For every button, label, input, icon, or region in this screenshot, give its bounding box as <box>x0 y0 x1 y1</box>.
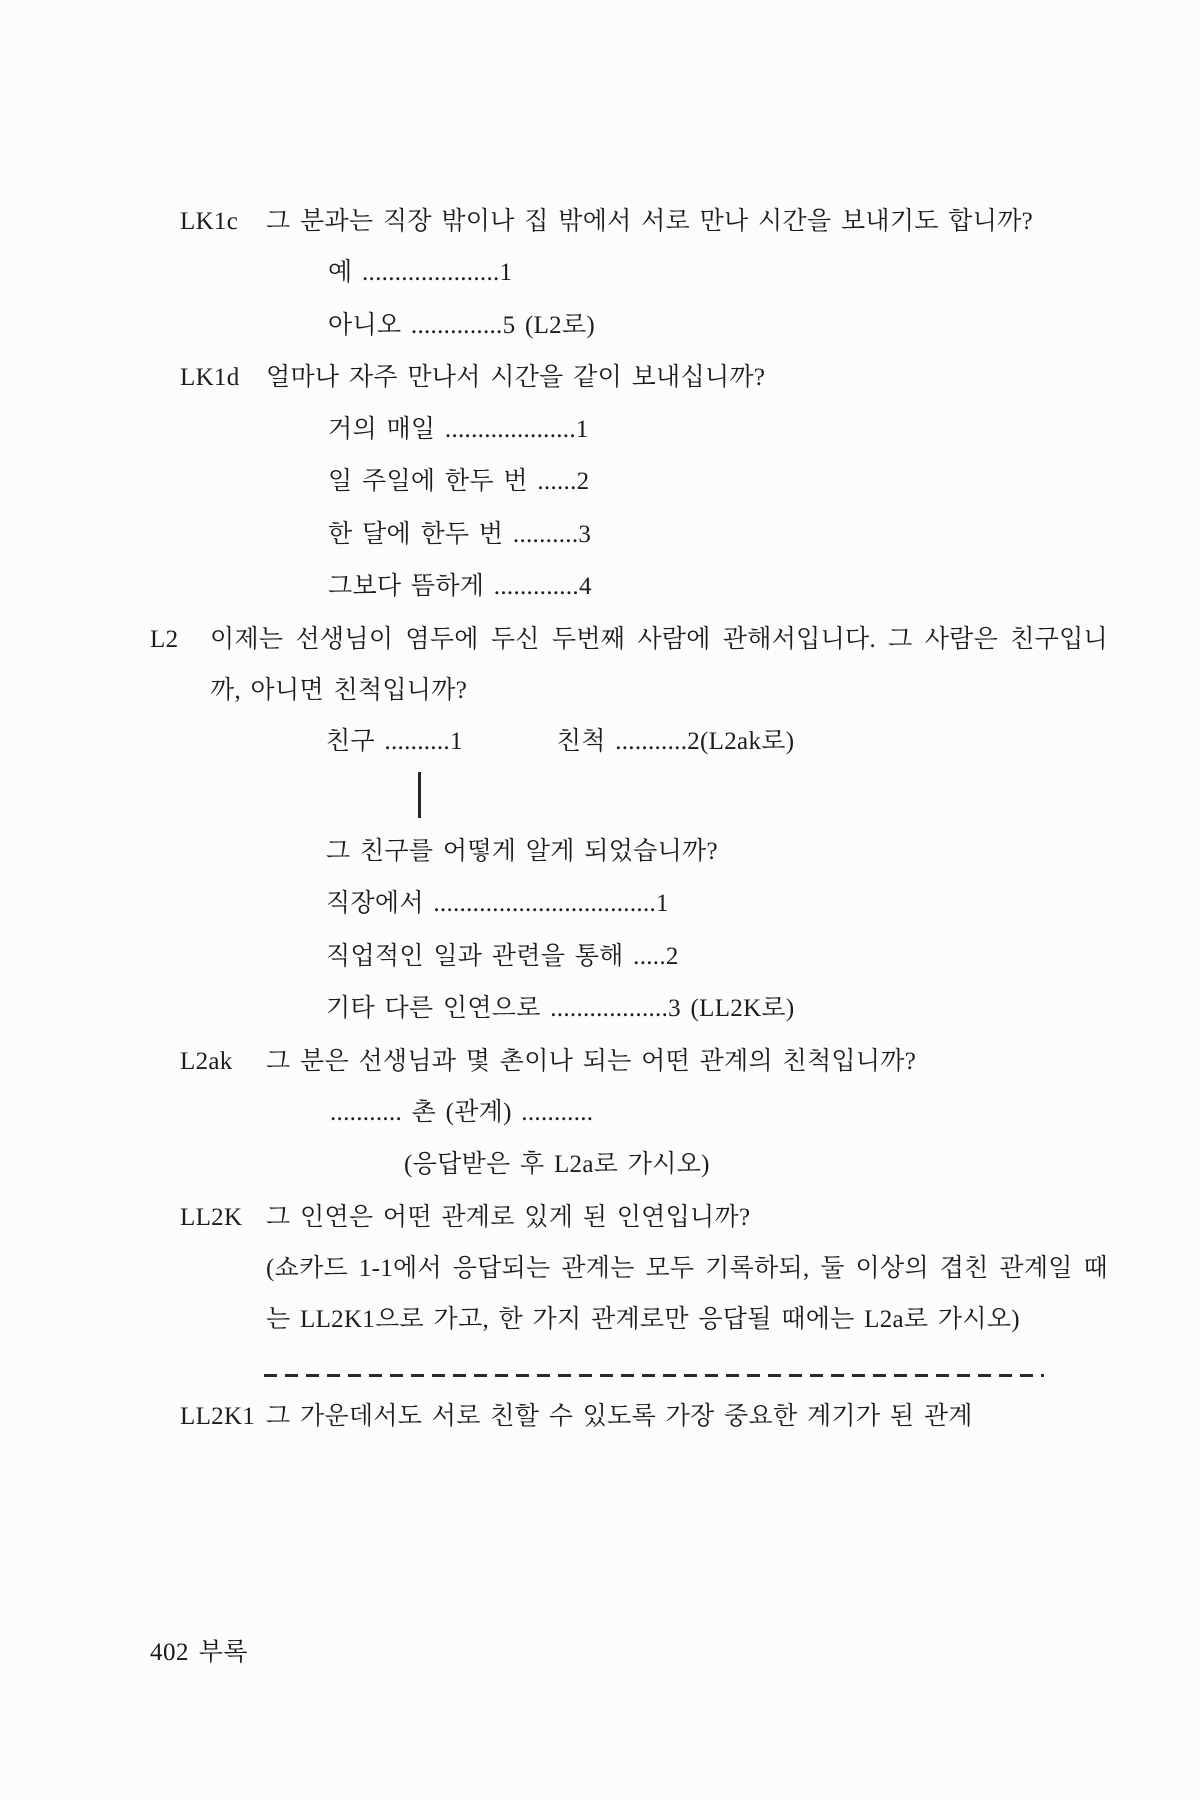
answer-option: 직업적인 일과 관련을 통해 .....2 <box>326 942 679 970</box>
question-row <box>180 1036 1108 1087</box>
answer-option: 거의 매일 ....................1 <box>328 415 589 443</box>
subquestion-text-l2: 그 친구를 어떻게 알게 되었습니까? <box>326 837 718 865</box>
question-text-lk1d: 얼마나 자주 만나서 시간을 같이 보내십니까? <box>266 364 766 392</box>
question-id-ll2k: LL2K <box>180 1203 243 1231</box>
question-row <box>180 1391 1108 1442</box>
question-text-ll2k: 그 인연은 어떤 관계로 있게 된 인연입니까? <box>266 1203 751 1231</box>
answer-option: 그보다 뜸하게 .............4 <box>328 573 592 600</box>
answer-option: 기타 다른 인연으로 ..................3 (LL2K로) <box>326 995 795 1022</box>
fill-in-blank-line: ........... 촌 (관계) ........... <box>330 1098 594 1126</box>
branch-answer-relative: 친척 ...........2(L2ak로) <box>556 728 795 755</box>
question-text-ll2k1: 그 가운데서도 서로 친할 수 있도록 가장 중요한 계기가 된 관계 <box>266 1402 973 1430</box>
branch-answers-l2 <box>326 716 1108 769</box>
question-block-lk1c <box>180 196 1108 352</box>
dashed-separator-line <box>264 1374 1044 1377</box>
answer-option: 직장에서 ..................................1 <box>326 890 669 917</box>
answer-option-no: 아니오 ..............5 (L2로) <box>328 311 596 339</box>
question-id-ll2k1: LL2K1 <box>180 1402 256 1430</box>
answer-options-lk1c <box>328 247 1108 352</box>
question-id-l2ak: L2ak <box>180 1047 233 1075</box>
question-text-lk1c: 그 분과는 직장 밖이나 집 밖에서 서로 만나 시간을 보내기도 합니까? <box>266 208 1034 235</box>
answer-options-lk1d <box>328 404 1108 614</box>
question-block-ll2k <box>180 1192 1108 1346</box>
question-row <box>180 196 1108 247</box>
answer-option: 한 달에 한두 번 ..........3 <box>328 520 592 548</box>
question-id-lk1c: LK1c <box>180 208 239 235</box>
question-row <box>180 352 1108 403</box>
question-id-lk1d: LK1d <box>180 364 240 392</box>
question-block-ll2k1 <box>180 1391 1108 1442</box>
answer-option: 일 주일에 한두 번 ......2 <box>328 468 590 495</box>
question-text-l2: 이제는 선생님이 염두에 두신 두번째 사람에 관해서입니다. 그 사람은 친구입니까, 아니면 친척입니까? <box>210 625 1108 704</box>
question-block-lk1d <box>180 352 1108 613</box>
question-text-column <box>266 1192 1108 1346</box>
question-id-l2: L2 <box>150 625 179 653</box>
interviewer-instruction-ll2k: (쇼카드 1-1에서 응답되는 관계는 모두 기록하되, 둘 이상의 겹친 관계일 때는 LL2K1으로 가고, 한 가지 관계로만 응답될 때에는 L2a로 가시오) <box>266 1255 1108 1334</box>
branch-connector-line <box>418 772 421 818</box>
goto-instruction-l2ak: (응답받은 후 L2a로 가시오) <box>404 1151 710 1179</box>
question-row <box>180 1192 1108 1346</box>
answer-options-l2 <box>326 878 1108 1036</box>
answer-option-yes: 예 .....................1 <box>328 259 513 287</box>
branch-answer-friend: 친구 ..........1 <box>326 728 463 755</box>
question-block-l2 <box>150 614 1108 1036</box>
question-text-l2ak: 그 분은 선생님과 몇 촌이나 되는 어떤 관계의 친척입니까? <box>266 1047 917 1075</box>
question-row <box>150 614 1108 717</box>
page-footer: 402 부록 <box>150 1639 249 1666</box>
question-block-l2ak <box>180 1036 1108 1192</box>
